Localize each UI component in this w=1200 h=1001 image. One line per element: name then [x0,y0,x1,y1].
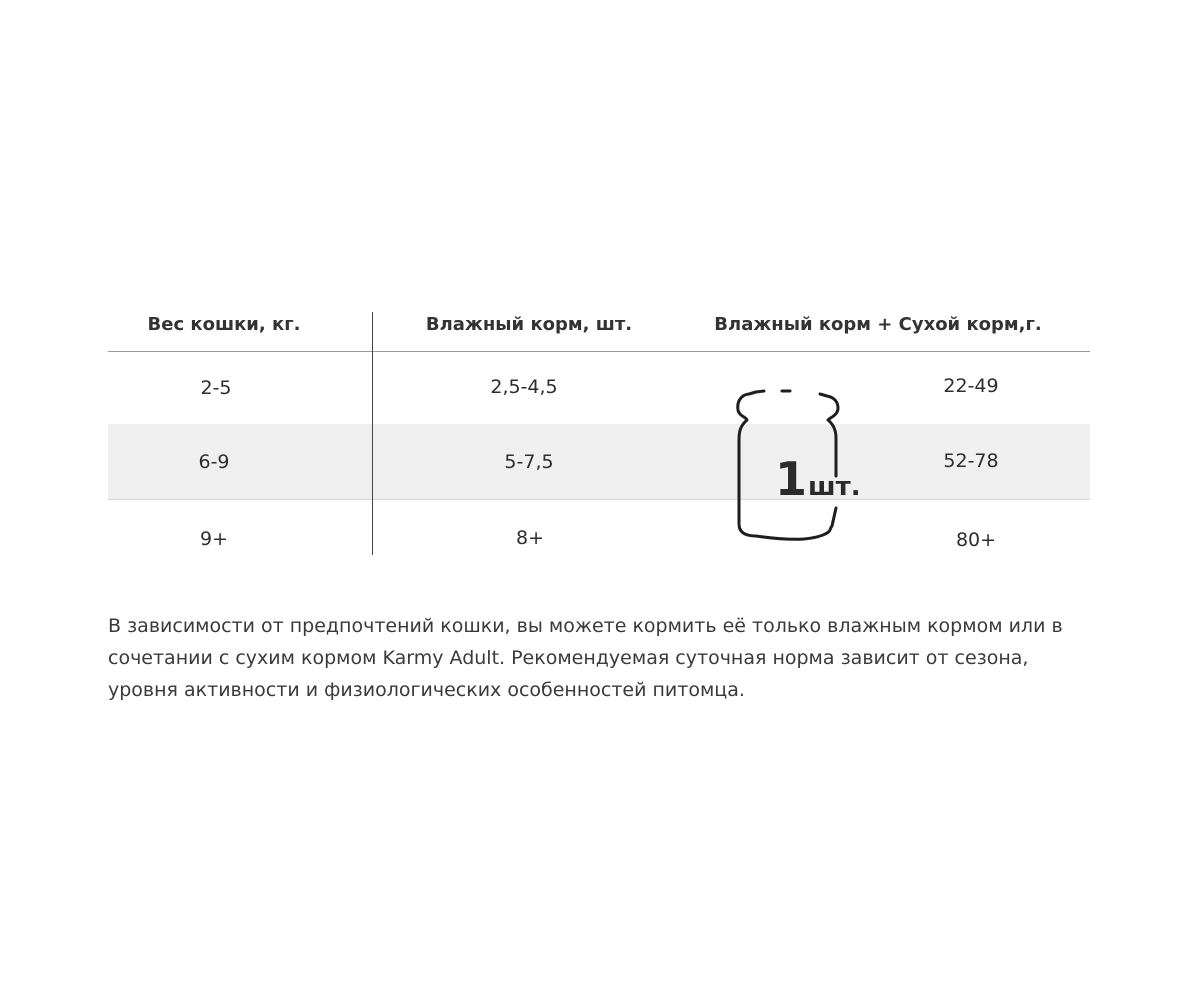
table-header [108,300,1090,352]
cell-combo: 52-78 [943,450,999,472]
table-row [108,352,1090,425]
cell-weight: 2-5 [200,377,232,399]
cell-wet: 5-7,5 [504,451,554,473]
cell-weight: 6-9 [198,451,230,473]
cell-wet: 8+ [515,527,545,549]
column-divider [372,312,373,555]
header-wet-food: Влажный корм, шт. [425,314,633,335]
feeding-table [108,300,1090,560]
pouch-count: 1 [775,452,807,506]
pouch-label [775,452,861,506]
cell-weight: 9+ [199,528,229,550]
feeding-description: В зависимости от предпочтений кошки, вы можете кормить её только влажным кормом или в сочетании с сухим кормом Karmy Adult. Рекомендуемая суточная норма зависит от сезона, уровня активности и физиологических особенностей питомца. [108,615,1063,701]
cell-wet: 2,5-4,5 [490,376,558,398]
header-weight: Вес кошки, кг. [147,314,301,335]
pouch-unit: шт. [808,472,861,502]
table-row [108,500,1090,560]
header-wet-dry-food: Влажный корм + Сухой корм,г. [714,314,1042,335]
table-row [108,424,1090,500]
cell-combo: 22-49 [943,375,999,397]
cell-combo: 80+ [955,529,997,551]
